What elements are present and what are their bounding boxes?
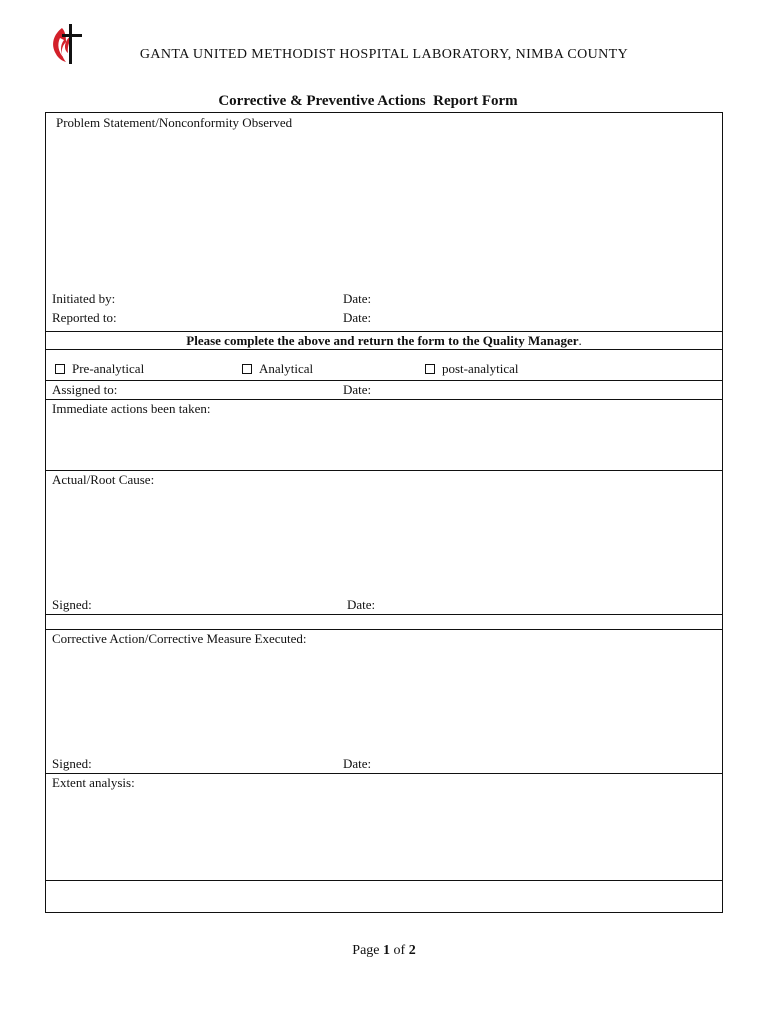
page-word: Page [352, 943, 380, 958]
assigned-to-label: Assigned to: [52, 382, 118, 397]
divider [46, 773, 722, 774]
corrective-date-label: Date: [343, 756, 372, 771]
pre-analytical-checkbox[interactable]: Pre-analytical [55, 361, 144, 377]
problem-statement-label: Problem Statement/Nonconformity Observed [56, 115, 293, 130]
hospital-name: GANTA UNITED METHODIST HOSPITAL LABORATORY, NIMBA COUNTY [139, 47, 629, 62]
divider [46, 614, 722, 615]
page-total: 2 [408, 943, 416, 958]
initiated-date-label: Date: [343, 291, 372, 306]
of-word: of [393, 943, 406, 958]
divider [46, 349, 722, 350]
initiated-by-label: Initiated by: [52, 291, 116, 306]
divider [46, 380, 722, 381]
page-number: 1 [383, 943, 391, 958]
corrective-signed-label: Signed: [52, 756, 92, 771]
immediate-actions-label: Immediate actions been taken: [52, 401, 211, 416]
checkbox-square-icon [55, 364, 65, 374]
reported-date-label: Date: [343, 310, 372, 325]
divider [46, 399, 722, 400]
divider [46, 470, 722, 471]
divider [46, 629, 722, 630]
root-cause-date-label: Date: [347, 597, 376, 612]
divider [46, 331, 722, 332]
root-cause-label: Actual/Root Cause: [52, 472, 155, 487]
post-analytical-checkbox[interactable]: post-analytical [425, 361, 519, 377]
extent-analysis-label: Extent analysis: [52, 775, 135, 790]
analytical-checkbox[interactable]: Analytical [242, 361, 313, 377]
assigned-date-label: Date: [343, 382, 372, 397]
page-footer [0, 943, 768, 959]
corrective-action-label: Corrective Action/Corrective Measure Executed: [52, 631, 307, 646]
divider [46, 880, 722, 881]
capa-form [45, 112, 723, 913]
form-title: Corrective & Preventive Actions Report Form [218, 93, 518, 109]
checkbox-square-icon [242, 364, 252, 374]
root-cause-signed-label: Signed: [52, 597, 92, 612]
checkbox-square-icon [425, 364, 435, 374]
return-notice: Please complete the above and return the form to the Quality Manager. [186, 333, 582, 348]
reported-to-label: Reported to: [52, 310, 117, 325]
